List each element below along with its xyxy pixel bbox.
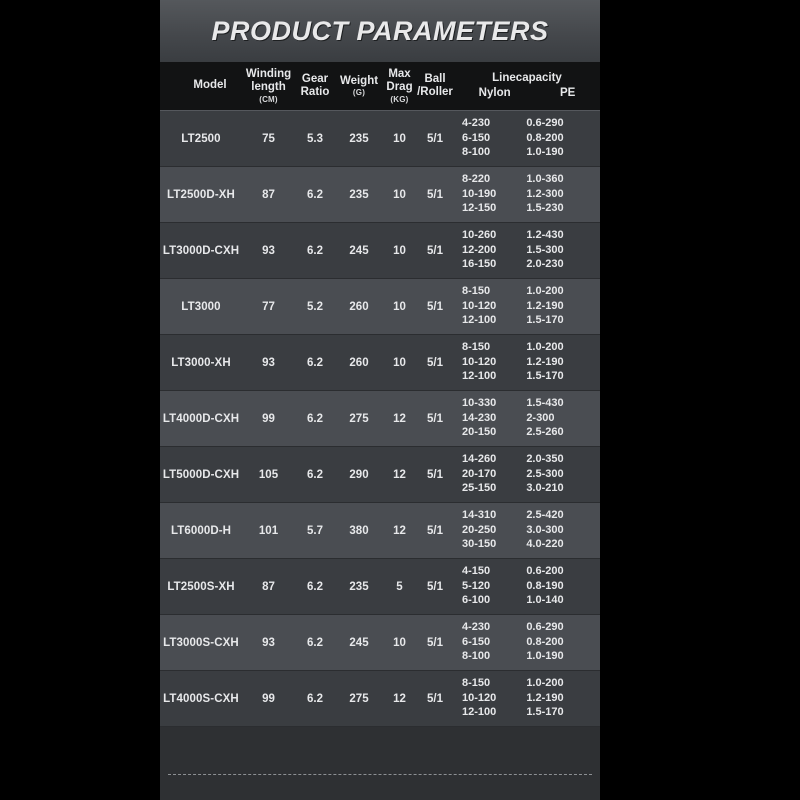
cell-linecapacity xyxy=(454,335,600,391)
cell-model: LT6000D-H xyxy=(160,503,242,559)
cell-winding-length: 75 xyxy=(242,111,295,167)
cell-gear-ratio: 6.2 xyxy=(295,223,335,279)
cell-model: LT2500S-XH xyxy=(160,559,242,615)
cell-max-drag: 10 xyxy=(383,111,416,167)
table-body xyxy=(160,111,600,727)
linecapacity-pe: 1.5-170 xyxy=(526,314,564,327)
cell-winding-length: 93 xyxy=(242,223,295,279)
linecapacity-pe: 1.5-170 xyxy=(526,370,564,383)
column-header-gear-ratio xyxy=(295,62,335,111)
linecapacity-nylon: 8-220 xyxy=(462,172,491,185)
linecapacity-pe: 0.6-290 xyxy=(526,116,564,129)
cell-linecapacity xyxy=(454,279,600,335)
linecapacity-row xyxy=(462,636,596,650)
linecapacity-nylon: 12-100 xyxy=(462,370,497,383)
table-header-row xyxy=(160,62,600,111)
linecapacity-pe: 2.5-260 xyxy=(526,426,564,439)
column-header-max-drag xyxy=(383,62,416,111)
linecapacity-row xyxy=(462,580,596,594)
column-header-nylon: Nylon xyxy=(478,86,511,99)
cell-weight: 275 xyxy=(335,671,383,727)
cell-model: LT3000D-CXH xyxy=(160,223,242,279)
column-header-max-drag-unit: (KG) xyxy=(390,94,409,104)
cell-max-drag: 5 xyxy=(383,559,416,615)
page-title: PRODUCT PARAMETERS xyxy=(211,15,549,46)
table-row xyxy=(160,111,600,167)
cell-ball-roller: 5/1 xyxy=(416,223,454,279)
column-header-winding-length-label: Winding length xyxy=(245,68,292,94)
table-row xyxy=(160,615,600,671)
cell-weight: 380 xyxy=(335,503,383,559)
linecapacity-nylon: 12-100 xyxy=(462,314,497,327)
linecapacity-row xyxy=(462,244,596,258)
linecapacity-pe: 1.2-190 xyxy=(526,299,564,312)
cell-gear-ratio: 6.2 xyxy=(295,391,335,447)
linecapacity-pe: 1.2-190 xyxy=(526,355,564,368)
cell-linecapacity xyxy=(454,223,600,279)
linecapacity-row xyxy=(462,356,596,370)
cell-ball-roller: 5/1 xyxy=(416,559,454,615)
linecapacity-pe: 1.0-200 xyxy=(526,284,564,297)
cell-max-drag: 10 xyxy=(383,167,416,223)
linecapacity-list xyxy=(454,619,600,666)
linecapacity-row xyxy=(462,482,596,496)
cell-weight: 260 xyxy=(335,335,383,391)
linecapacity-row xyxy=(462,706,596,720)
cell-ball-roller: 5/1 xyxy=(416,335,454,391)
cell-model: LT3000S-CXH xyxy=(160,615,242,671)
cell-gear-ratio: 6.2 xyxy=(295,167,335,223)
linecapacity-row xyxy=(462,426,596,440)
linecapacity-nylon: 10-190 xyxy=(462,187,497,200)
linecapacity-row xyxy=(462,453,596,467)
cell-max-drag: 10 xyxy=(383,335,416,391)
column-header-weight xyxy=(335,62,383,111)
cell-ball-roller: 5/1 xyxy=(416,279,454,335)
cell-weight: 260 xyxy=(335,279,383,335)
linecapacity-row xyxy=(462,538,596,552)
linecapacity-row xyxy=(462,650,596,664)
cell-ball-roller: 5/1 xyxy=(416,447,454,503)
table-row xyxy=(160,335,600,391)
cell-max-drag: 10 xyxy=(383,223,416,279)
cell-winding-length: 77 xyxy=(242,279,295,335)
cell-gear-ratio: 5.7 xyxy=(295,503,335,559)
linecapacity-nylon: 20-150 xyxy=(462,426,497,439)
table-row xyxy=(160,167,600,223)
cell-gear-ratio: 5.3 xyxy=(295,111,335,167)
cell-linecapacity xyxy=(454,615,600,671)
linecapacity-pe: 0.8-200 xyxy=(526,635,564,648)
linecapacity-pe: 1.0-190 xyxy=(526,650,564,663)
cell-weight: 235 xyxy=(335,559,383,615)
linecapacity-row xyxy=(462,524,596,538)
table-row xyxy=(160,447,600,503)
cell-weight: 290 xyxy=(335,447,383,503)
cell-gear-ratio: 5.2 xyxy=(295,279,335,335)
linecapacity-nylon: 4-230 xyxy=(462,620,491,633)
table-row xyxy=(160,671,600,727)
linecapacity-pe: 2.5-420 xyxy=(526,508,564,521)
cell-linecapacity xyxy=(454,391,600,447)
cell-gear-ratio: 6.2 xyxy=(295,447,335,503)
linecapacity-nylon: 12-100 xyxy=(462,706,497,719)
cell-winding-length: 93 xyxy=(242,615,295,671)
linecapacity-row xyxy=(462,370,596,384)
linecapacity-pe: 1.5-300 xyxy=(526,243,564,256)
column-header-linecapacity-label: Linecapacity xyxy=(492,72,562,85)
column-header-winding-length xyxy=(242,62,295,111)
linecapacity-nylon: 12-200 xyxy=(462,243,497,256)
cell-model: LT3000-XH xyxy=(160,335,242,391)
linecapacity-row xyxy=(462,509,596,523)
cell-max-drag: 12 xyxy=(383,671,416,727)
table-row xyxy=(160,503,600,559)
linecapacity-nylon: 6-100 xyxy=(462,594,491,607)
linecapacity-pe: 2.5-300 xyxy=(526,467,564,480)
linecapacity-nylon: 12-150 xyxy=(462,202,497,215)
cell-model: LT3000 xyxy=(160,279,242,335)
cell-ball-roller: 5/1 xyxy=(416,503,454,559)
linecapacity-pe: 0.8-200 xyxy=(526,131,564,144)
cell-linecapacity xyxy=(454,503,600,559)
cell-model: LT2500 xyxy=(160,111,242,167)
column-header-weight-label: Weight xyxy=(339,74,379,87)
column-header-gear-ratio-label: Gear Ratio xyxy=(300,72,330,98)
linecapacity-nylon: 20-170 xyxy=(462,467,497,480)
linecapacity-pe: 1.5-230 xyxy=(526,202,564,215)
linecapacity-row xyxy=(462,285,596,299)
linecapacity-list xyxy=(454,283,600,330)
cell-max-drag: 10 xyxy=(383,279,416,335)
linecapacity-pe: 4.0-220 xyxy=(526,538,564,551)
linecapacity-row xyxy=(462,468,596,482)
linecapacity-pe: 1.5-430 xyxy=(526,396,564,409)
column-header-ball-roller xyxy=(416,62,454,111)
linecapacity-list xyxy=(454,339,600,386)
column-header-max-drag-label: Max Drag xyxy=(386,68,413,94)
linecapacity-pe: 0.8-190 xyxy=(526,579,564,592)
cell-linecapacity xyxy=(454,167,600,223)
cell-ball-roller: 5/1 xyxy=(416,671,454,727)
cell-max-drag: 10 xyxy=(383,615,416,671)
cell-linecapacity xyxy=(454,447,600,503)
cell-linecapacity xyxy=(454,111,600,167)
linecapacity-list xyxy=(454,675,600,722)
cell-gear-ratio: 6.2 xyxy=(295,671,335,727)
linecapacity-pe: 1.2-190 xyxy=(526,691,564,704)
title-banner xyxy=(160,0,600,62)
cell-winding-length: 99 xyxy=(242,391,295,447)
cell-model: LT4000D-CXH xyxy=(160,391,242,447)
linecapacity-list xyxy=(454,115,600,162)
cell-weight: 235 xyxy=(335,111,383,167)
linecapacity-list xyxy=(454,227,600,274)
linecapacity-pe: 3.0-300 xyxy=(526,523,564,536)
linecapacity-row xyxy=(462,258,596,272)
linecapacity-pe: 2.0-350 xyxy=(526,452,564,465)
cell-gear-ratio: 6.2 xyxy=(295,615,335,671)
linecapacity-row xyxy=(462,300,596,314)
column-header-pe: PE xyxy=(559,86,576,99)
cell-gear-ratio: 6.2 xyxy=(295,559,335,615)
cell-ball-roller: 5/1 xyxy=(416,615,454,671)
table-row xyxy=(160,279,600,335)
linecapacity-pe: 0.6-290 xyxy=(526,620,564,633)
linecapacity-pe: 1.0-200 xyxy=(526,676,564,689)
linecapacity-pe: 1.0-140 xyxy=(526,594,564,607)
cell-model: LT5000D-CXH xyxy=(160,447,242,503)
linecapacity-nylon: 4-150 xyxy=(462,564,491,577)
linecapacity-row xyxy=(462,341,596,355)
column-header-model xyxy=(160,62,242,111)
cell-winding-length: 87 xyxy=(242,559,295,615)
linecapacity-nylon: 16-150 xyxy=(462,258,497,271)
linecapacity-row xyxy=(462,692,596,706)
linecapacity-pe: 1.2-300 xyxy=(526,187,564,200)
column-header-weight-unit: (G) xyxy=(352,88,366,98)
cell-max-drag: 12 xyxy=(383,391,416,447)
linecapacity-nylon: 8-150 xyxy=(462,284,491,297)
cell-model: LT4000S-CXH xyxy=(160,671,242,727)
linecapacity-nylon: 8-100 xyxy=(462,146,491,159)
linecapacity-row xyxy=(462,202,596,216)
column-header-winding-length-unit: (CM) xyxy=(259,94,278,104)
linecapacity-row xyxy=(462,132,596,146)
linecapacity-row xyxy=(462,565,596,579)
cell-linecapacity xyxy=(454,559,600,615)
cell-winding-length: 87 xyxy=(242,167,295,223)
cell-winding-length: 99 xyxy=(242,671,295,727)
bottom-dashed-divider xyxy=(168,774,592,775)
linecapacity-nylon: 14-310 xyxy=(462,508,497,521)
panel-bottom-fill xyxy=(160,775,600,800)
cell-winding-length: 101 xyxy=(242,503,295,559)
cell-max-drag: 12 xyxy=(383,447,416,503)
linecapacity-nylon: 10-330 xyxy=(462,396,497,409)
linecapacity-nylon: 20-250 xyxy=(462,523,497,536)
linecapacity-row xyxy=(462,412,596,426)
linecapacity-list xyxy=(454,171,600,218)
linecapacity-nylon: 8-150 xyxy=(462,676,491,689)
linecapacity-nylon: 25-150 xyxy=(462,482,497,495)
linecapacity-row xyxy=(462,188,596,202)
linecapacity-list xyxy=(454,563,600,610)
linecapacity-list xyxy=(454,395,600,442)
linecapacity-pe: 0.6-200 xyxy=(526,564,564,577)
product-parameters-table xyxy=(160,62,600,727)
cell-ball-roller: 5/1 xyxy=(416,391,454,447)
cell-max-drag: 12 xyxy=(383,503,416,559)
linecapacity-list xyxy=(454,507,600,554)
linecapacity-pe: 2-300 xyxy=(526,411,555,424)
linecapacity-pe: 3.0-210 xyxy=(526,482,564,495)
cell-ball-roller: 5/1 xyxy=(416,111,454,167)
cell-weight: 245 xyxy=(335,615,383,671)
linecapacity-row xyxy=(462,677,596,691)
linecapacity-pe: 1.0-200 xyxy=(526,340,564,353)
table-row xyxy=(160,391,600,447)
linecapacity-nylon: 6-150 xyxy=(462,131,491,144)
table-row xyxy=(160,223,600,279)
linecapacity-nylon: 14-260 xyxy=(462,452,497,465)
linecapacity-row xyxy=(462,314,596,328)
table-row xyxy=(160,559,600,615)
linecapacity-nylon: 4-230 xyxy=(462,116,491,129)
cell-weight: 275 xyxy=(335,391,383,447)
linecapacity-row xyxy=(462,594,596,608)
cell-winding-length: 93 xyxy=(242,335,295,391)
cell-weight: 235 xyxy=(335,167,383,223)
linecapacity-row xyxy=(462,229,596,243)
linecapacity-nylon: 8-100 xyxy=(462,650,491,663)
linecapacity-row xyxy=(462,117,596,131)
column-header-model-label: Model xyxy=(193,79,227,92)
linecapacity-pe: 1.5-170 xyxy=(526,706,564,719)
linecapacity-nylon: 10-260 xyxy=(462,228,497,241)
linecapacity-pe: 1.2-430 xyxy=(526,228,564,241)
cell-linecapacity xyxy=(454,671,600,727)
linecapacity-nylon: 30-150 xyxy=(462,538,497,551)
cell-model: LT2500D-XH xyxy=(160,167,242,223)
cell-ball-roller: 5/1 xyxy=(416,167,454,223)
linecapacity-pe: 2.0-230 xyxy=(526,258,564,271)
linecapacity-pe: 1.0-360 xyxy=(526,172,564,185)
column-header-ball-roller-label: Ball /Roller xyxy=(417,72,453,98)
linecapacity-nylon: 10-120 xyxy=(462,299,497,312)
linecapacity-pe: 1.0-190 xyxy=(526,146,564,159)
linecapacity-nylon: 14-230 xyxy=(462,411,497,424)
linecapacity-nylon: 6-150 xyxy=(462,635,491,648)
cell-winding-length: 105 xyxy=(242,447,295,503)
column-header-linecapacity xyxy=(454,62,600,111)
linecapacity-row xyxy=(462,146,596,160)
linecapacity-row xyxy=(462,621,596,635)
linecapacity-row xyxy=(462,173,596,187)
linecapacity-nylon: 10-120 xyxy=(462,691,497,704)
linecapacity-nylon: 10-120 xyxy=(462,355,497,368)
cell-weight: 245 xyxy=(335,223,383,279)
linecapacity-nylon: 8-150 xyxy=(462,340,491,353)
linecapacity-list xyxy=(454,451,600,498)
linecapacity-nylon: 5-120 xyxy=(462,579,491,592)
cell-gear-ratio: 6.2 xyxy=(295,335,335,391)
linecapacity-row xyxy=(462,397,596,411)
